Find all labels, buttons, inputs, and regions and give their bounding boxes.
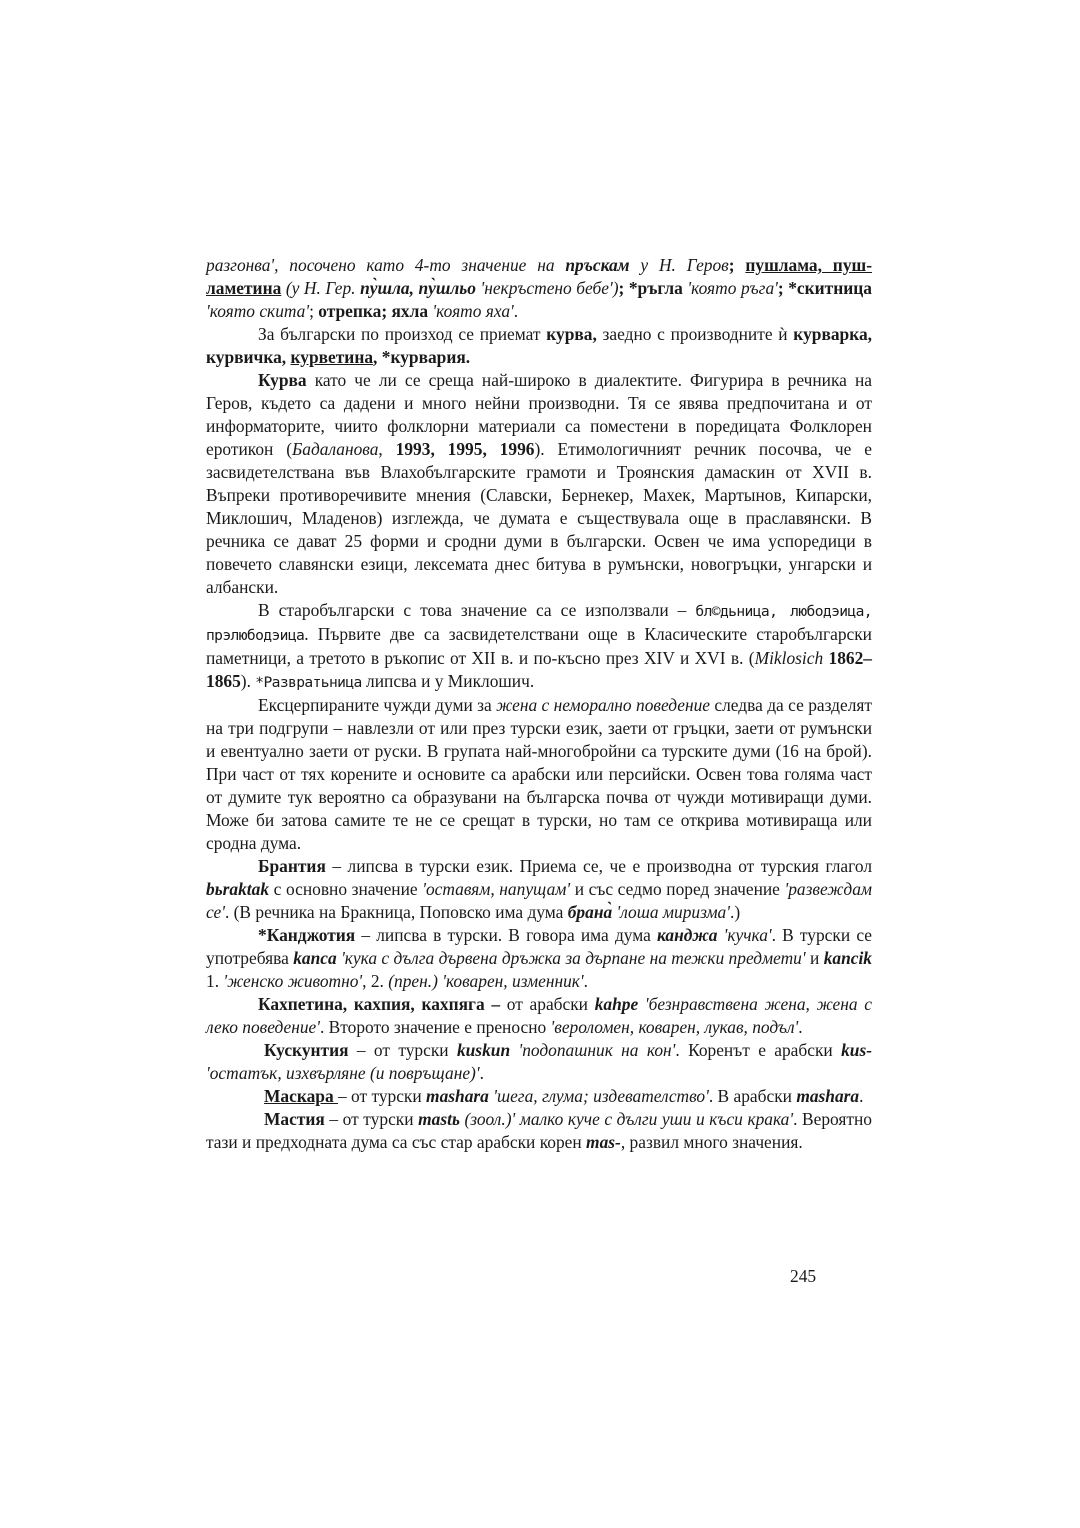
text-run: kancik — [823, 948, 872, 968]
text-run: у Н. Геров — [629, 255, 729, 275]
text-run: . В арабски — [708, 1086, 797, 1106]
text-run: Бадаланова — [292, 439, 379, 459]
text-run: . Вероятно тази и предходната дума са със стар арабски корен — [206, 1109, 872, 1152]
text-run: . Коренът е арабски — [675, 1040, 842, 1060]
text-run: . — [798, 1017, 803, 1037]
text-run: от арабски — [500, 994, 595, 1014]
text-run: 1993, 1995, 1996 — [395, 439, 535, 459]
text-run: пу̀шла, пу̀шльо — [360, 278, 476, 298]
text-run: .) — [729, 902, 741, 922]
text-run: . — [479, 1063, 484, 1083]
text-run: 'развеждам се' — [206, 879, 873, 922]
text-run: Miklosich — [754, 648, 824, 668]
text-run: и със седмо поред значение — [570, 879, 785, 899]
text-run: . — [513, 301, 519, 321]
paragraph-3 — [206, 369, 872, 599]
text-run: kuskun — [456, 1040, 511, 1060]
text-run: 'която ръга' — [682, 278, 778, 298]
text-run: kahpe — [594, 994, 639, 1014]
text-run: Кускунтия — [264, 1040, 349, 1060]
text-run: и — [805, 948, 824, 968]
text-run: 'оставям, напущам' — [422, 879, 571, 899]
text-run: mashara — [796, 1086, 860, 1106]
text-run: 1862–1865 — [206, 648, 872, 691]
text-run: – от турски — [348, 1040, 457, 1060]
text-run: 1. — [206, 971, 224, 991]
text-run: – от турски — [338, 1086, 427, 1106]
paragraph-1 — [206, 254, 872, 323]
text-run: 'кука с дълга дървена дръжка за дърпане на тежки предмети' — [336, 948, 806, 968]
text-run: ). — [240, 671, 256, 691]
paragraph-4 — [206, 599, 872, 694]
text-run: , — [378, 439, 396, 459]
text-run: като че ли се среща най-широко в диалектите. Фигурира в речника на Геров, където са дадени и много нейни производни. Тя се явява предпочитана и от информаторите, чиито фолклорни материали са поместени в поредицата Фолклорен еротикон ( — [206, 370, 872, 459]
text-run: следва да се разделят на три подгрупи – навлезли от или през турски език, заети от гръцки, заети от румънски и евентуално заети от руски. В групата най-многобройни са турските думи (16 на брой). При част от тях корените и основите са арабски или персийски. Освен това голяма част от думите тук вероятно са образувани на българска почва от чужди мотивиращи думи. Може би затова самите те не се срещат в турски, но там се открива мотивираща или сродна дума. — [206, 695, 873, 853]
text-run: ; *скитница — [777, 278, 872, 298]
text-run: ; — [309, 301, 319, 321]
text-run: mastь — [418, 1109, 460, 1129]
paragraph-5 — [206, 694, 872, 855]
text-run: Брантия — [258, 856, 326, 876]
text-run: 'шега, глума; издевателство' — [488, 1086, 709, 1106]
text-run: 'кучка' — [717, 925, 772, 945]
paragraph-11 — [206, 1108, 872, 1154]
text-run: Мастия — [264, 1109, 325, 1129]
paragraph-2 — [206, 323, 872, 369]
text-run: заедно с производните ѝ — [596, 324, 794, 344]
text-run: Кахпетина, кахпия, кахпяга – — [258, 994, 501, 1014]
text-run: 'лоша миризма' — [616, 902, 730, 922]
paragraph-10 — [206, 1085, 872, 1108]
text-run: mas- — [586, 1132, 621, 1152]
text-run: пръскам — [565, 255, 630, 275]
text-run: . (В речника на Бракница, Поповско има дума — [224, 902, 568, 922]
text-run: 'женско животно' — [223, 971, 363, 991]
text-run: kanca — [293, 948, 337, 968]
text-run: 'която скита' — [206, 301, 310, 321]
text-run: . Второто значение е преносно — [319, 1017, 551, 1037]
text-run: *Канджотия — [258, 925, 356, 945]
text-run: . — [859, 1086, 864, 1106]
text-run: – липсва в турски език. Приема се, че е производна от турския глагол — [325, 856, 872, 876]
page-body — [206, 254, 872, 1154]
text-run: . В турски се употребява — [206, 925, 872, 968]
text-run: За български по произход се приемат — [258, 324, 547, 344]
text-run: 'вероломен, коварен, лукав, подъл' — [550, 1017, 799, 1037]
paragraph-6 — [206, 855, 872, 924]
paragraph-9 — [206, 1039, 872, 1085]
text-run: бл©дьница, любодэица, прэлюбодэица — [206, 603, 872, 644]
text-run: kus- — [841, 1040, 873, 1060]
text-run: . — [583, 971, 589, 991]
text-run: – от турски — [324, 1109, 419, 1129]
text-run: Маскара — [264, 1086, 338, 1106]
text-run: (у Н. Гер. — [281, 278, 361, 298]
page-number: 245 — [790, 1266, 817, 1286]
text-run: mashara — [426, 1086, 489, 1106]
text-run: канджа — [657, 925, 718, 945]
text-run: жена с неморално поведение — [496, 695, 711, 715]
text-run: (зоол.)' малко куче с дълги уши и къси крака' — [459, 1109, 794, 1129]
text-run: курветина — [290, 347, 374, 367]
text-run: с основно значение — [269, 879, 423, 899]
paragraph-7 — [206, 924, 872, 993]
text-run: 'която яха' — [428, 301, 514, 321]
text-run: липсва и у Миклошич. — [361, 671, 535, 691]
text-run: (прен.) 'коварен, изменник' — [388, 971, 584, 991]
text-run: отрепка; яхла — [318, 301, 429, 321]
text-run: пушлама, пуш-ламетина — [206, 255, 872, 298]
text-run: курварка, курвичка, — [206, 324, 872, 367]
text-run: , развил много значения. — [620, 1132, 803, 1152]
text-run: Ексцерпираните чужди думи за — [258, 695, 497, 715]
text-run: Курва — [258, 370, 307, 390]
text-run: ). Етимологичният речник посочва, че е засвидетелствана във Влахобългарските грамоти и Троянския дамаскин от XVII в. Въпреки противоречивите мнения (Славски, Бернекер, Махек, Мартынов, Кипарски, Миклошич, Младенов) изглежда, че думата е съществувала още в праславянски. В речника се дават 25 форми и сродни думи в български. Освен че има успоредици в повечето славянски езици, лексемата днес битува в румънски, новогръцки, унгарски и албански. — [206, 439, 872, 597]
text-run: 'остатък, изхвърляне (и повръщане)' — [206, 1063, 480, 1083]
text-run: *Развратьница — [255, 674, 362, 691]
text-run: 'подопашник на кон' — [510, 1040, 676, 1060]
text-run: В старобългарски с това значение са се използвали – — [258, 600, 696, 620]
text-run: 'безнравствена жена, жена с леко поведение' — [206, 994, 872, 1037]
text-run: , 2. — [362, 971, 389, 991]
paragraph-8 — [206, 993, 872, 1039]
text-run: разгонва', посочено като 4-то значение на — [206, 255, 566, 275]
text-run: курва, — [546, 324, 597, 344]
text-run: брана̀ — [567, 902, 613, 922]
text-run: . Първите две са засвидетелствани още в Класическите старобългарски паметници, а третото в ръкопис от XII в. и по-късно през XIV и XVI в. ( — [206, 624, 872, 668]
text-run: , *курвария. — [373, 347, 471, 367]
text-run: ; *ръгла — [618, 278, 683, 298]
text-run: ; — [728, 255, 746, 275]
text-run: bьraktak — [206, 879, 270, 899]
text-run: – липсва в турски. В говора има дума — [355, 925, 658, 945]
text-run: 'некръстено бебе') — [475, 278, 619, 298]
